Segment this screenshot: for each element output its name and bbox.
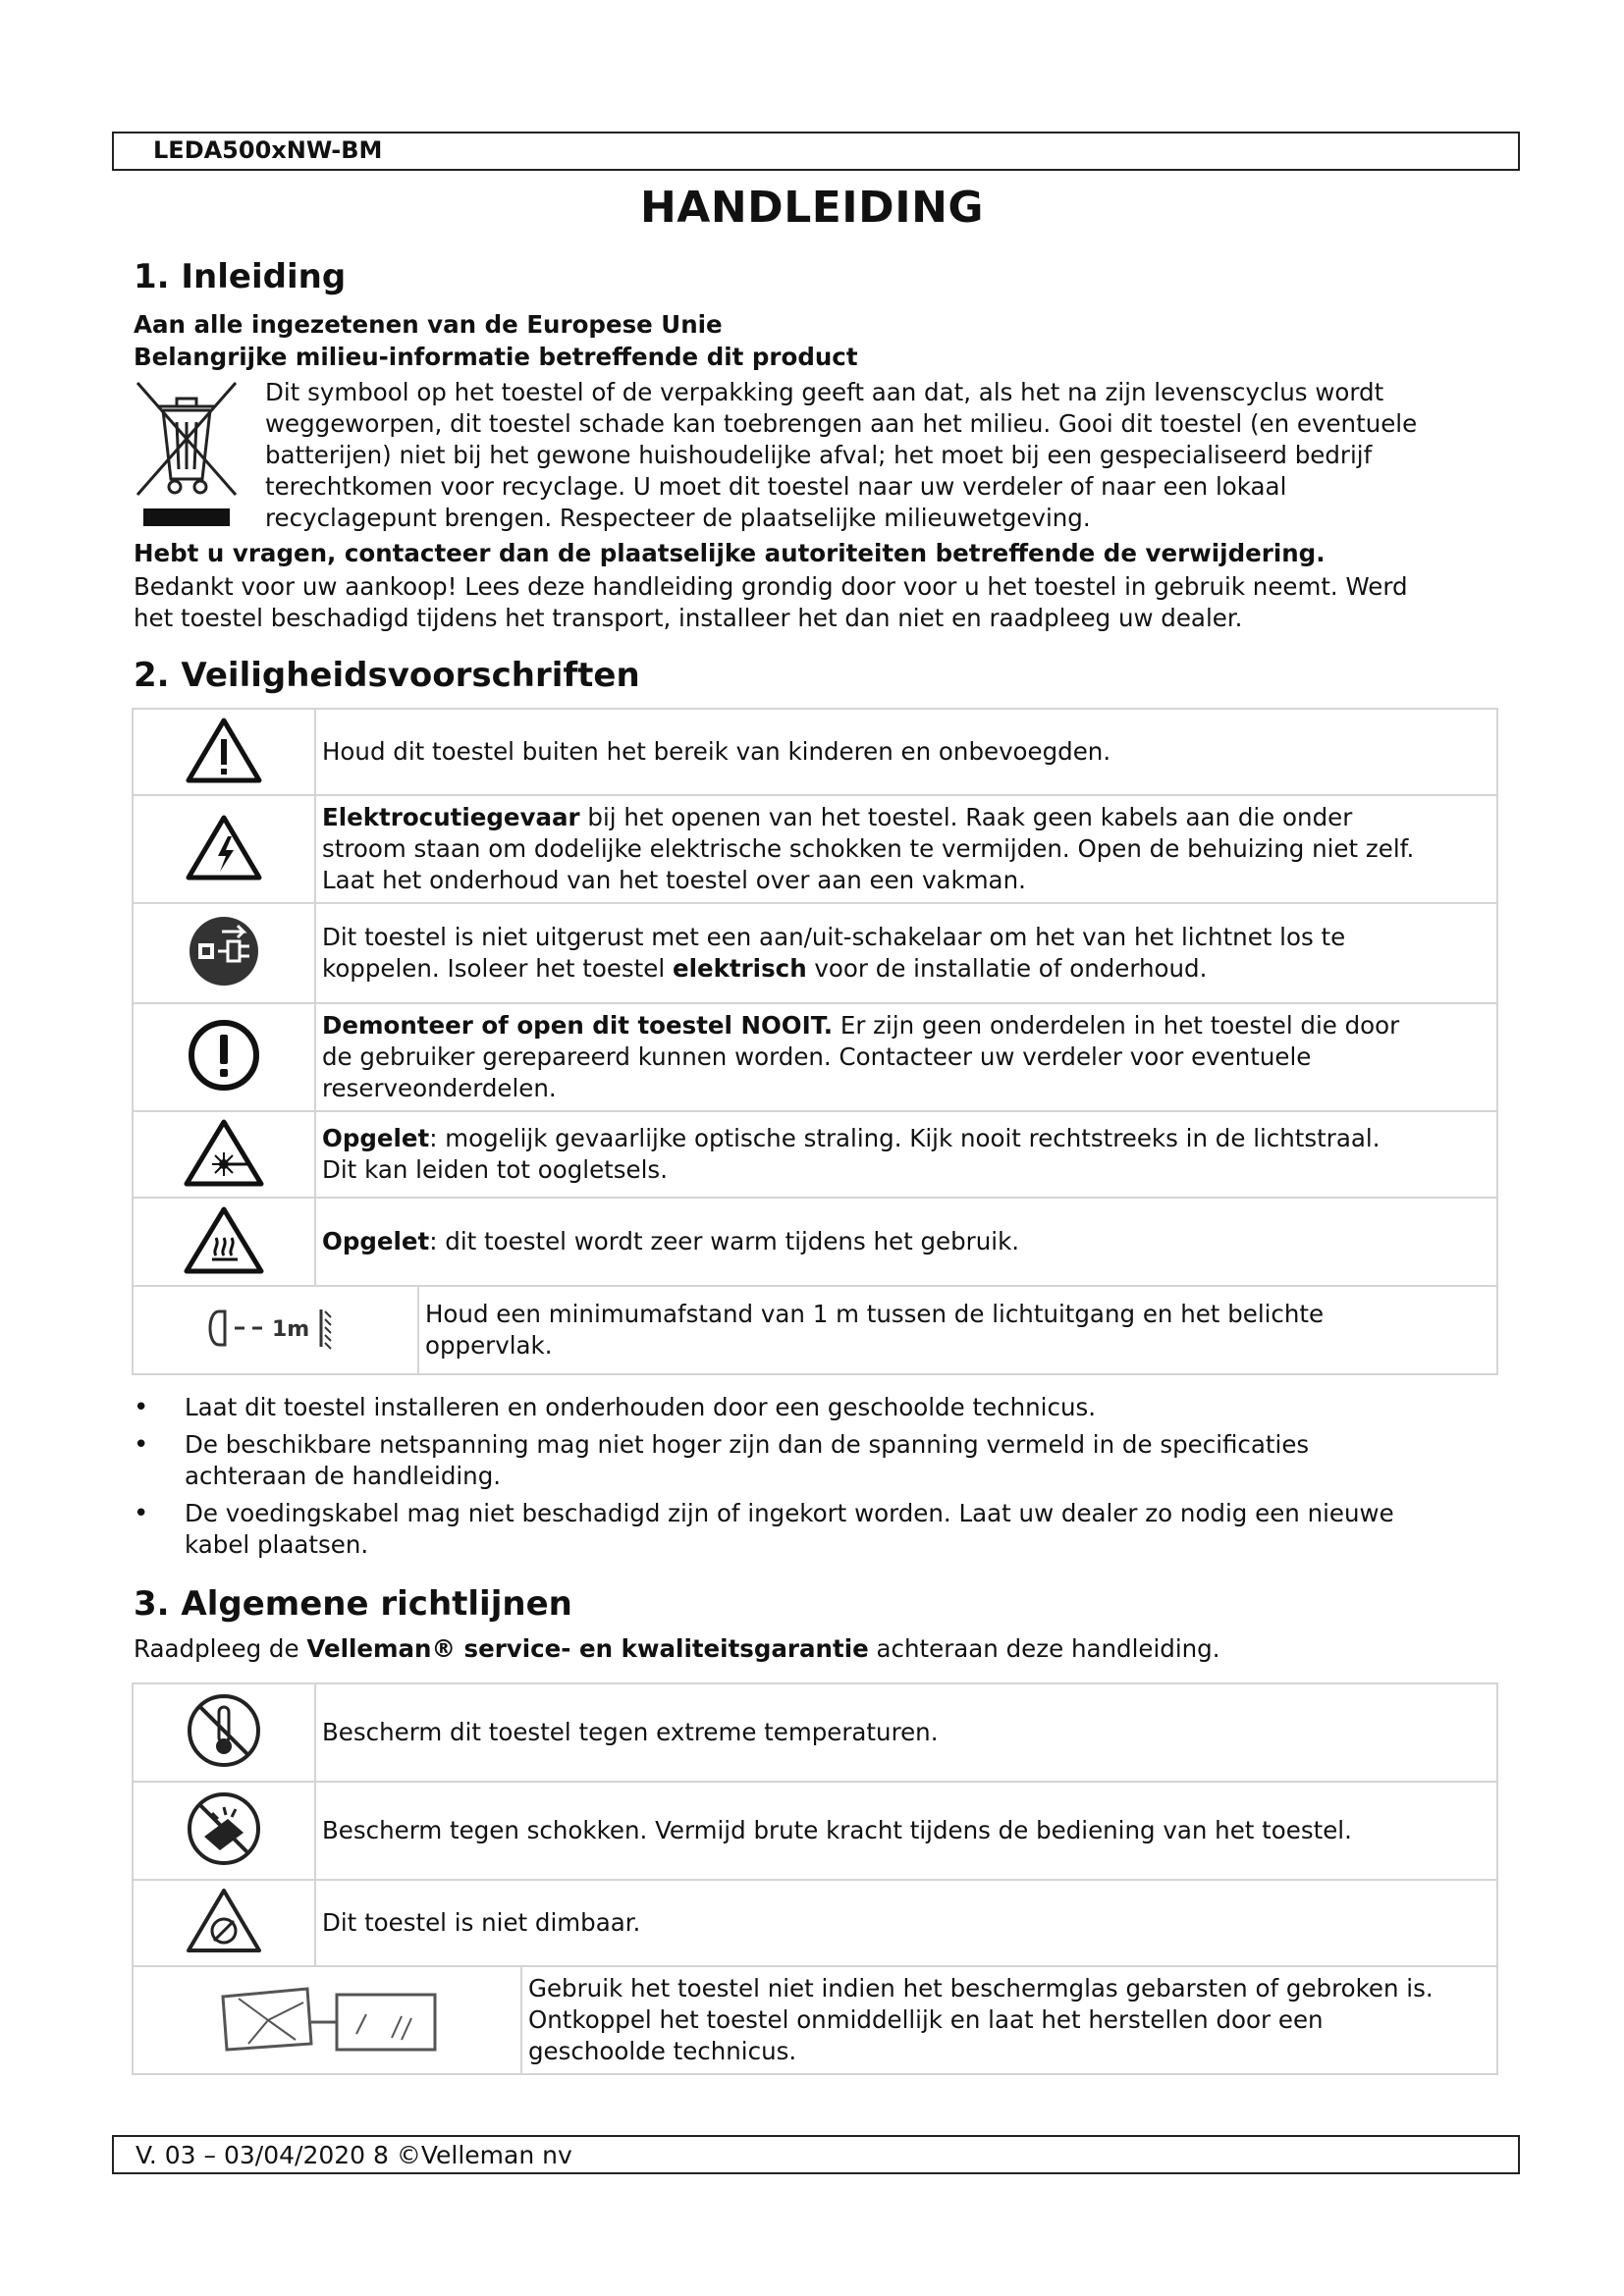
guideline-row-text bbox=[315, 1880, 1497, 1966]
safety-text: : mogelijk gevaarlijke optische straling. Kijk nooit rechtstreeks in de lichtstraal. bbox=[429, 1124, 1380, 1152]
safety-bullet-list bbox=[134, 1392, 1508, 1567]
disconnect-plug-icon bbox=[133, 903, 315, 1003]
model-number: LEDA500xNW-BM bbox=[153, 136, 383, 164]
safety-row-text bbox=[315, 1003, 1497, 1111]
section-2-heading: 2. Veiligheidsvoorschriften bbox=[134, 656, 640, 695]
guideline-row bbox=[133, 1966, 1497, 2074]
safety-row-text bbox=[315, 903, 1497, 1003]
safety-text: de gebruiker gerepareerd kunnen worden. Contacteer uw verdeler voor eventuele bbox=[322, 1042, 1312, 1071]
safety-row bbox=[133, 1111, 1497, 1198]
guideline-text: Dit toestel is niet dimbaar. bbox=[322, 1908, 641, 1937]
weee-line: Dit symbool op het toestel of de verpakking geeft aan dat, als het na zijn levenscyclus wordt bbox=[265, 378, 1384, 406]
safety-bold-text: Elektrocutiegevaar bbox=[322, 803, 580, 831]
exclamation-circle-icon bbox=[133, 1003, 315, 1111]
contact-authorities-line: Hebt u vragen, contacteer dan de plaatselijke autoriteiten betreffende de verwijdering. bbox=[134, 539, 1326, 567]
thanks-line: Bedankt voor uw aankoop! Lees deze handleiding grondig door voor u het toestel in gebruik neemt. Werd bbox=[134, 572, 1408, 601]
bullet-text: • De beschikbare netspanning mag niet hoger zijn dan de spanning vermeld in de specificaties bbox=[185, 1430, 1310, 1459]
bullet-text: • Laat dit toestel installeren en onderhouden door een geschoolde technicus. bbox=[185, 1393, 1097, 1421]
section-3-heading: 3. Algemene richtlijnen bbox=[134, 1584, 572, 1624]
thanks-paragraph bbox=[134, 571, 1528, 634]
safety-row bbox=[133, 903, 1497, 1003]
safety-bold-text: elektrisch bbox=[672, 954, 807, 983]
safety-row bbox=[133, 1286, 1497, 1374]
safety-text: Houd een minimumafstand van 1 m tussen de lichtuitgang en het belichte bbox=[425, 1300, 1325, 1328]
safety-text: Dit toestel is niet uitgerust met een aan/uit-schakelaar om het van het lichtnet los te bbox=[322, 923, 1346, 951]
safety-row-text bbox=[315, 709, 1497, 795]
safety-row-text bbox=[315, 795, 1497, 903]
safety-text: voor de installatie of onderhoud. bbox=[806, 954, 1208, 983]
weee-bin-icon bbox=[134, 377, 240, 534]
safety-row-text bbox=[315, 1111, 1497, 1198]
warranty-text: achteraan deze handleiding. bbox=[868, 1634, 1220, 1663]
guidelines-table bbox=[132, 1682, 1498, 2075]
bullet-text: achteraan de handleiding. bbox=[185, 1462, 502, 1490]
safety-bold-text: Opgelet bbox=[322, 1227, 430, 1255]
eu-residents-line: Aan alle ingezetenen van de Europese Unie bbox=[134, 310, 723, 339]
no-shock-icon bbox=[133, 1782, 315, 1880]
weee-line: weggeworpen, dit toestel schade kan toebrengen aan het milieu. Gooi dit toestel (en eventuele bbox=[265, 409, 1418, 438]
safety-row bbox=[133, 1198, 1497, 1286]
electric-shock-icon bbox=[133, 795, 315, 903]
bullet-item bbox=[134, 1392, 1508, 1423]
guideline-text: Gebruik het toestel niet indien het beschermglas gebarsten of gebroken is. bbox=[528, 1974, 1434, 2002]
page-title: HANDLEIDING bbox=[639, 183, 985, 233]
safety-table bbox=[132, 708, 1498, 1375]
warning-triangle-icon bbox=[133, 709, 315, 795]
safety-text: Dit kan leiden tot oogletsels. bbox=[322, 1155, 668, 1184]
safety-text: bij het openen van het toestel. Raak geen kabels aan die onder bbox=[579, 803, 1353, 831]
safety-text: koppelen. Isoleer het toestel bbox=[322, 954, 673, 983]
guideline-row-text bbox=[521, 1966, 1497, 2074]
weee-line: terechtkomen voor recyclage. U moet dit toestel naar uw verdeler of naar een lokaal bbox=[265, 472, 1287, 501]
guideline-text: Ontkoppel het toestel onmiddellijk en laat het herstellen door een bbox=[528, 2005, 1324, 2034]
safety-row-text bbox=[315, 1198, 1497, 1286]
section-1-heading: 1. Inleiding bbox=[134, 257, 347, 296]
safety-text: Laat het onderhoud van het toestel over aan een vakman. bbox=[322, 866, 1026, 894]
guideline-row-text bbox=[315, 1782, 1497, 1880]
safety-row bbox=[133, 795, 1497, 903]
hot-surface-icon bbox=[133, 1198, 315, 1286]
environment-info-line: Belangrijke milieu-informatie betreffende dit product bbox=[134, 343, 858, 371]
safety-text: Er zijn geen onderdelen in het toestel die door bbox=[833, 1011, 1400, 1040]
warranty-intro bbox=[134, 1633, 1528, 1665]
safety-row bbox=[133, 1003, 1497, 1111]
guideline-row-text bbox=[315, 1683, 1497, 1782]
not-dimmable-icon bbox=[133, 1880, 315, 1966]
safety-row-text bbox=[418, 1286, 1497, 1374]
broken-glass-icon bbox=[133, 1966, 521, 2074]
bullet-text: • De voedingskabel mag niet beschadigd zijn of ingekort worden. Laat uw dealer zo nodig een nieuwe bbox=[185, 1499, 1394, 1527]
safety-text: : dit toestel wordt zeer warm tijdens het gebruik. bbox=[429, 1227, 1020, 1255]
safety-text: stroom staan om dodelijke elektrische schokken te vermijden. Open de behuizing niet zelf. bbox=[322, 834, 1415, 863]
guideline-text: Bescherm tegen schokken. Vermijd brute kracht tijdens de bediening van het toestel. bbox=[322, 1816, 1352, 1844]
guideline-text: Bescherm dit toestel tegen extreme temperaturen. bbox=[322, 1718, 939, 1746]
guideline-row bbox=[133, 1880, 1497, 1966]
safety-bold-text: Opgelet bbox=[322, 1124, 430, 1152]
bullet-item bbox=[134, 1429, 1508, 1492]
document-header bbox=[112, 132, 1520, 171]
document-footer bbox=[112, 2135, 1520, 2174]
thanks-line: het toestel beschadigd tijdens het transport, installeer het dan niet en raadpleeg uw dealer. bbox=[134, 604, 1243, 632]
bullet-item bbox=[134, 1498, 1508, 1561]
minimum-distance-icon bbox=[133, 1286, 418, 1374]
guideline-row bbox=[133, 1683, 1497, 1782]
distance-label: 1m bbox=[271, 1317, 309, 1342]
weee-line: batterijen) niet bij het gewone huishoudelijke afval; het moet bij een gespecialiseerd bedrijf bbox=[265, 441, 1373, 469]
warranty-text: Raadpleeg de bbox=[134, 1634, 307, 1663]
warranty-bold-text: Velleman® service- en kwaliteitsgarantie bbox=[306, 1634, 869, 1663]
bullet-text: kabel plaatsen. bbox=[185, 1530, 369, 1559]
weee-line: recyclagepunt brengen. Respecteer de plaatselijke milieuwetgeving. bbox=[265, 504, 1091, 532]
no-extreme-temperature-icon bbox=[133, 1683, 315, 1782]
laser-warning-icon bbox=[133, 1111, 315, 1198]
safety-row bbox=[133, 709, 1497, 795]
safety-text: oppervlak. bbox=[425, 1331, 553, 1360]
weee-text bbox=[265, 377, 1532, 534]
version-info: V. 03 – 03/04/2020 8 ©Velleman nv bbox=[135, 2141, 572, 2169]
guideline-text: geschoolde technicus. bbox=[528, 2037, 797, 2065]
guideline-row bbox=[133, 1782, 1497, 1880]
safety-bold-text: Demonteer of open dit toestel NOOIT. bbox=[322, 1011, 834, 1040]
safety-text: Houd dit toestel buiten het bereik van kinderen en onbevoegden. bbox=[322, 737, 1111, 766]
safety-text: reserveonderdelen. bbox=[322, 1074, 557, 1102]
